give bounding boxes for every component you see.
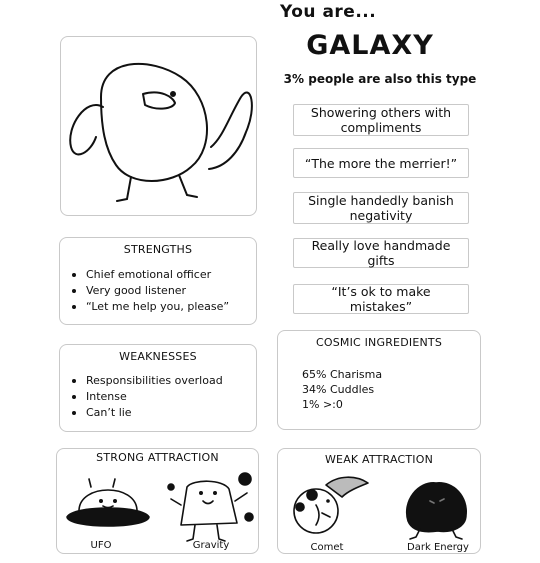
trait-pill: “It’s ok to make mistakes” <box>293 284 469 314</box>
you-are-heading: You are... <box>280 2 377 22</box>
cosmic-ingredients-card <box>277 330 481 430</box>
list-item: 1% >:0 <box>302 398 343 411</box>
type-name: GALAXY <box>306 30 434 61</box>
list-item: Chief emotional officer <box>70 267 229 283</box>
ufo-illustration <box>63 471 153 541</box>
strengths-card <box>59 237 257 325</box>
comet-label: Comet <box>310 542 344 553</box>
trait-pill: “The more the merrier!” <box>293 148 469 178</box>
weak-attraction-card <box>277 448 481 554</box>
weaknesses-card <box>59 344 257 432</box>
character-portrait-card <box>60 36 257 216</box>
trait-pill: Really love handmade gifts <box>293 238 469 268</box>
strengths-title: STRENGTHS <box>123 243 193 256</box>
strengths-list <box>70 267 229 315</box>
trait-pill: Single handedly banish negativity <box>293 192 469 224</box>
gravity-illustration <box>165 471 255 547</box>
percent-text: 3% people are also this type <box>283 72 477 86</box>
list-item: 65% Charisma <box>302 368 383 381</box>
galaxy-character-illustration <box>61 37 258 217</box>
list-item: Very good listener <box>70 283 229 299</box>
gravity-label: Gravity <box>192 540 230 551</box>
list-item: Intense <box>70 389 223 405</box>
ufo-label: UFO <box>90 540 112 551</box>
comet-illustration <box>286 471 376 545</box>
list-item: “Let me help you, please” <box>70 299 229 315</box>
list-item: Can’t lie <box>70 405 223 421</box>
ingredients-list <box>302 367 382 412</box>
list-item: Responsibilities overload <box>70 373 223 389</box>
list-item: 34% Cuddles <box>302 383 375 396</box>
weak-attraction-title: WEAK ATTRACTION <box>324 453 434 466</box>
dark-energy-label: Dark Energy <box>407 542 469 553</box>
trait-pill: Showering others with compliments <box>293 104 469 136</box>
strong-attraction-card <box>56 448 259 554</box>
dark-energy-illustration <box>394 473 484 545</box>
weaknesses-list <box>70 373 223 421</box>
weaknesses-title: WEAKNESSES <box>119 350 197 363</box>
strong-attraction-title: STRONG ATTRACTION <box>96 451 219 464</box>
ingredients-title: COSMIC INGREDIENTS <box>315 336 443 349</box>
